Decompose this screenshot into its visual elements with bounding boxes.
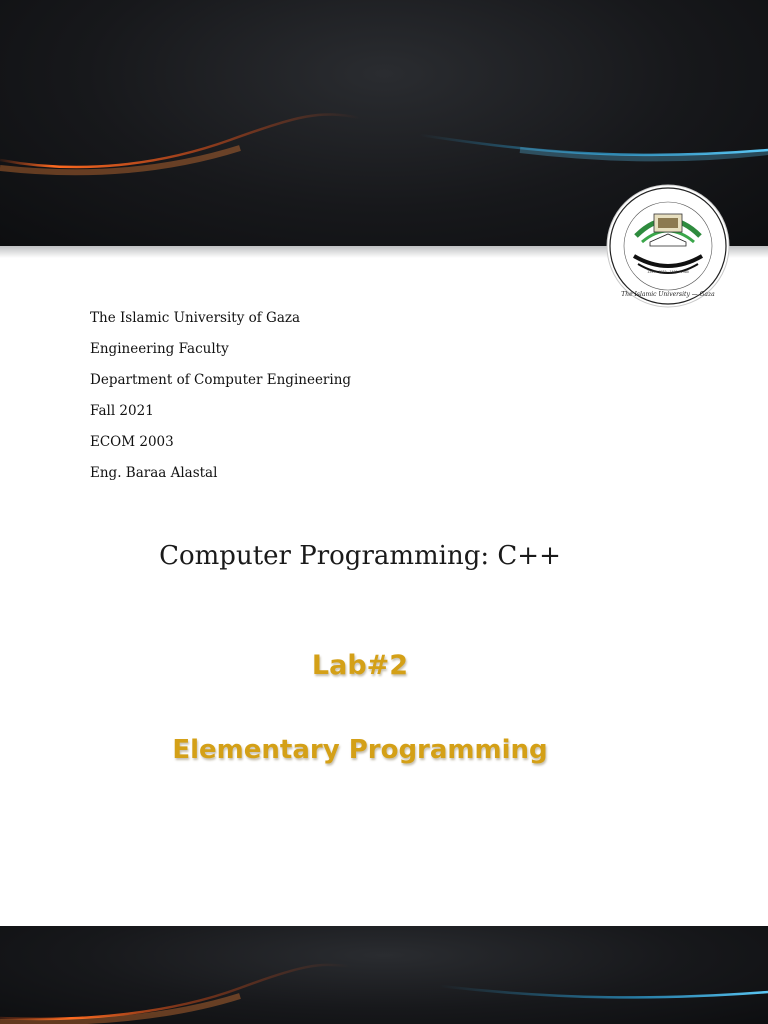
footer-band: [0, 926, 768, 1024]
department-name: Department of Computer Engineering: [90, 372, 352, 388]
seal-english-text: The Islamic University — Gaza: [621, 291, 715, 298]
course-title: Computer Programming: C++: [159, 541, 561, 571]
faculty-name: Engineering Faculty: [90, 341, 229, 357]
lab-number-heading: Lab#2: [311, 650, 409, 681]
university-seal-logo: [606, 184, 730, 308]
semester: Fall 2021: [90, 403, 154, 419]
lab-topic-heading: Elementary Programming: [172, 735, 548, 765]
course-code: ECOM 2003: [90, 434, 174, 450]
course-info-list: [90, 309, 351, 495]
seal-founded-text: 1399 - 1979 · 1400 - 1980: [647, 270, 689, 274]
university-name: The Islamic University of Gaza: [90, 310, 301, 326]
instructor-name: Eng. Baraa Alastal: [90, 465, 218, 481]
footer-light-streaks: [0, 926, 768, 1024]
